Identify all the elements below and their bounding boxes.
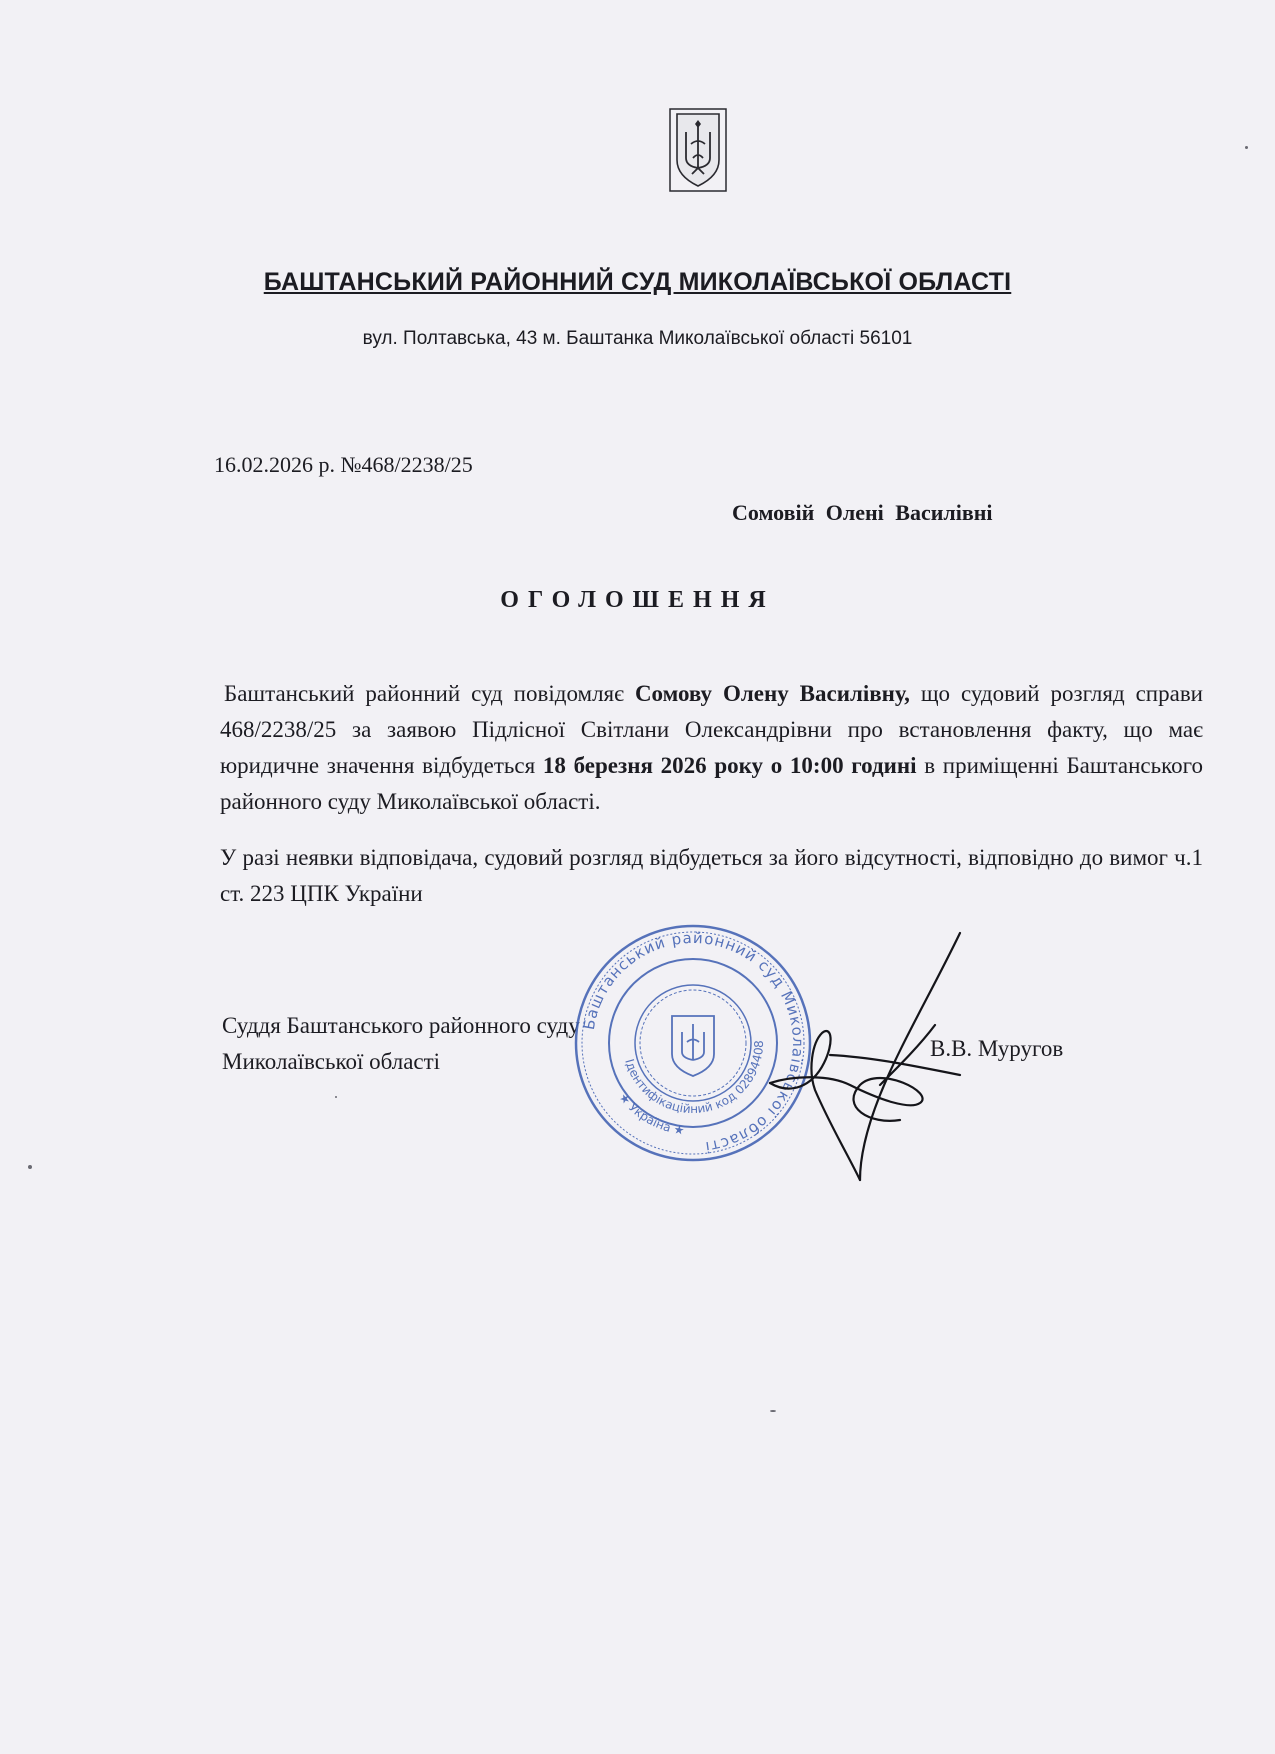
- scan-speck: [28, 1165, 32, 1169]
- registration-number: 16.02.2026 р. №468/2238/25: [214, 452, 473, 477]
- announcement-paragraph-2: У разі неявки відповідача, судовий розгляд відбудеться за його відсутності, відповідно до вимог ч.1 ст. 223 ЦПК України: [220, 845, 1203, 906]
- document-heading: ОГОЛОШЕННЯ: [500, 587, 775, 613]
- paragraph-text: Баштанський районний суд повідомляє: [224, 681, 635, 706]
- seal-inner-text: Ідентифікаційний код 02894408: [622, 1040, 767, 1117]
- judge-title: [222, 1008, 580, 1080]
- seal-outer-text: Баштанський районний суд Миколаївської області: [579, 928, 808, 1157]
- scan-speck: [335, 1096, 337, 1098]
- hearing-date: 18 березня 2026 року о 10:00 годині: [542, 753, 917, 778]
- judge-name: В.В. Муругов: [930, 1036, 1064, 1061]
- scan-speck: [1245, 146, 1248, 149]
- paragraph-text: в приміщенні Баштанського районного суду Миколаївської області.: [220, 753, 1203, 814]
- addressee: Сомовій Олені Василівні: [732, 500, 993, 525]
- court-address: вул. Полтавська, 43 м. Баштанка Миколаївської області 56101: [362, 328, 913, 349]
- judge-title-line: Суддя Баштанського районного суду: [222, 1013, 580, 1038]
- paragraph-text: що судовий розгляд справи 468/2238/25 за заявою Підлісної Світлани Олександрівни про встановлення факту, що має юридичне значення відбудеться: [220, 681, 1203, 778]
- judge-title-line: Миколаївської області: [222, 1049, 441, 1074]
- seal-bottom-text: ★ Україна ★: [616, 1090, 686, 1138]
- scan-speck: [770, 1410, 776, 1412]
- svg-text:Ідентифікаційний код 02894408: [622, 1040, 766, 1116]
- announcement-body: [220, 676, 1203, 912]
- coat-of-arms-icon: [669, 108, 727, 192]
- court-name: БАШТАНСЬКИЙ РАЙОННИЙ СУД МИКОЛАЇВСЬКОЇ ОБЛАСТІ: [263, 268, 1012, 296]
- announcement-paragraph: [220, 676, 1203, 820]
- respondent-name: Сомову Олену Василівну,: [634, 681, 910, 706]
